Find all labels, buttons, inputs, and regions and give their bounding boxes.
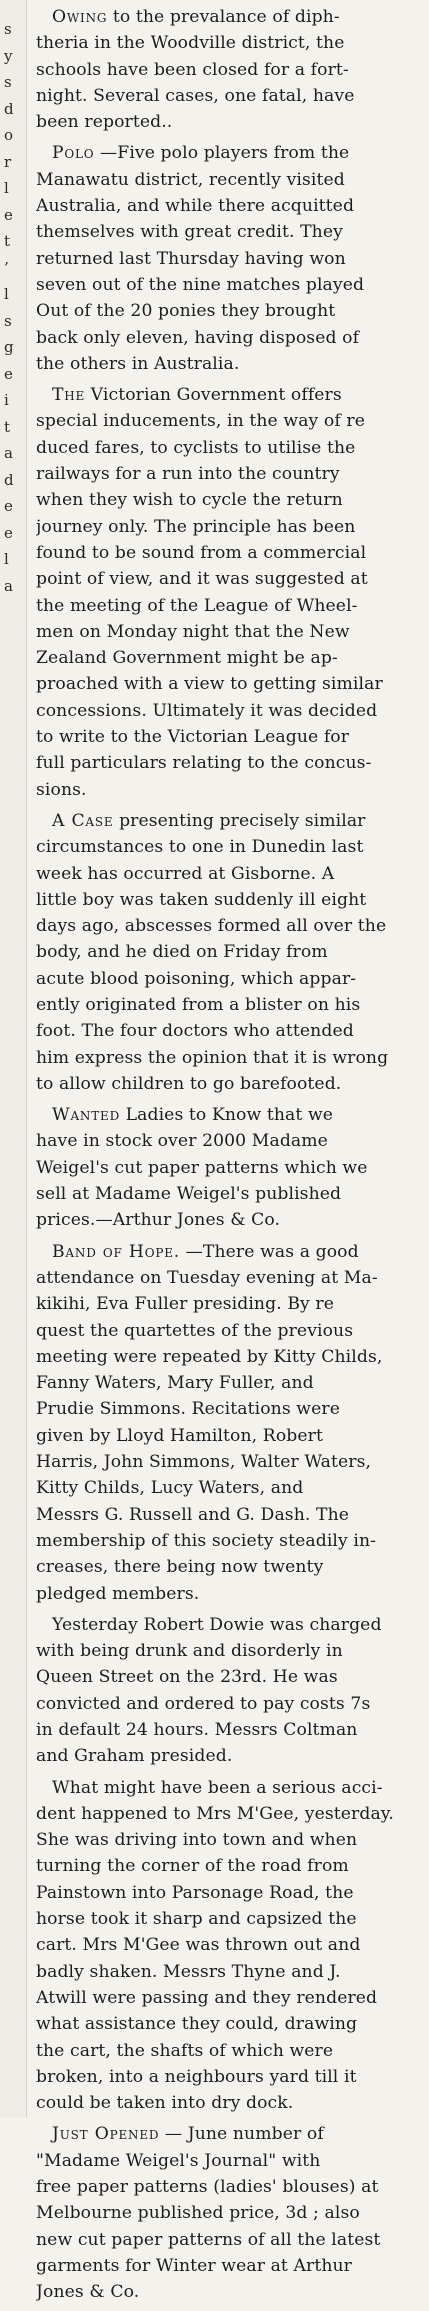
line-text: railways for a run into the country [36,464,340,485]
news-item [36,382,422,803]
text-line [36,1045,422,1071]
line-text: been reported.. [36,112,173,133]
line-text: with being drunk and disorderly in [36,1641,343,1662]
line-text: duced fares, to cyclists to utilise the [36,437,356,458]
text-line [36,1880,422,1906]
text-line [36,57,422,83]
line-text: Messrs G. Russell and G. Dash. The [36,1504,350,1525]
news-item [36,1775,422,2117]
line-text: acute blood poisoning, which appar- [36,968,357,989]
text-line [36,1370,422,1396]
text-line [36,671,422,697]
margin-fragment: y [4,46,13,65]
line-text: Kitty Childs, Lucy Waters, and [36,1478,304,1499]
text-line [36,2200,422,2226]
line-text: have in stock over 2000 Madame [36,1131,328,1152]
line-text: him express the opinion that it is wrong [36,1047,389,1068]
text-line [36,167,422,193]
line-text: the others in Australia. [36,353,240,374]
item-lead-word: Band of Hope. [52,1241,181,1262]
news-item [36,1102,422,1233]
line-text: journey only. The principle has been [36,516,356,537]
line-text: —There was a good [185,1241,359,1262]
text-line [36,1932,422,1958]
line-text: Jones & Co. [36,2282,140,2303]
text-line [36,1801,422,1827]
text-line [36,861,422,887]
line-text: to the prevalance of diph- [112,7,340,27]
text-line [36,219,422,245]
line-text: to write to the Victorian League for [36,727,350,748]
item-lead-word: Wanted [52,1105,121,1126]
line-text: night. Several cases, one fatal, have [36,85,355,106]
line-text: sions. [36,779,87,800]
line-text: Zealand Government might be ap- [36,648,338,669]
line-text: prices.—Arthur Jones & Co. [36,1210,281,1231]
text-line [36,887,422,913]
line-text: "Madame Weigel's Journal" with [36,2150,321,2171]
text-line [36,408,422,434]
margin-fragment: t [4,232,11,250]
text-line [36,246,422,272]
line-text: when they wish to cycle the return [36,490,343,511]
text-line [36,2064,422,2090]
margin-fragment: s [4,20,12,38]
margin-fragment: s [4,73,12,91]
line-text: themselves with great credit. They [36,222,343,243]
news-item [36,4,422,135]
text-line [36,1985,422,2011]
line-text: week has occurred at Gisborne. A [36,863,335,884]
text-line [36,913,422,939]
line-text: circumstances to one in Dunedin last [36,837,364,858]
line-text: cart. Mrs M'Gee was thrown out and [36,1935,361,1956]
item-lead-word: A Case [52,810,114,831]
text-line [36,1717,422,1743]
line-text: Atwill were passing and they rendered [36,1987,378,2008]
line-text: Yesterday Robert Dowie was charged [52,1614,382,1635]
text-line [36,4,422,30]
line-text: Melbourne published price, 3d ; also [36,2203,360,2224]
line-text: — June number of [164,2124,324,2145]
line-text: quest the quartettes of the previous [36,1320,354,1341]
margin-fragment: ’ [4,258,9,277]
line-text: special inducements, in the way of re [36,411,365,432]
item-lead-word: The [52,385,86,406]
line-text: days ago, abscesses formed all over the [36,916,387,937]
text-line [36,487,422,513]
line-text: convicted and ordered to pay costs 7s [36,1693,371,1714]
text-line [36,1528,422,1554]
margin-fragment: l [4,285,9,303]
margin-fragment: a [4,444,13,462]
text-line [36,2279,422,2305]
text-line [36,1291,422,1317]
item-lead-word: Owing [52,7,108,27]
line-text: attendance on Tuesday evening at Ma- [36,1267,378,1288]
line-text: —Five polo players from the [100,143,350,164]
line-text: and Graham presided. [36,1746,233,1767]
text-line [36,808,422,834]
margin-fragment: e [4,497,13,515]
text-line [36,1396,422,1422]
text-line [36,298,422,324]
line-text: back only eleven, having disposed of [36,327,360,348]
text-line [36,1691,422,1717]
line-text: Harris, John Simmons, Walter Waters, [36,1452,372,1473]
line-text: to allow children to go barefooted. [36,1073,342,1094]
line-text: creases, there being now twenty [36,1557,324,1578]
text-line [36,1827,422,1853]
news-item [36,808,422,1097]
text-line [36,966,422,992]
text-line [36,1207,422,1233]
text-line [36,834,422,860]
text-line [36,750,422,776]
text-line [36,1344,422,1370]
margin-fragment: e [4,205,13,224]
line-text: What might have been a serious acci- [52,1777,383,1798]
text-line [36,777,422,803]
line-text: point of view, and it was suggested at [36,569,368,590]
line-text: Manawatu district, recently visited [36,169,345,190]
line-text: seven out of the nine matches played [36,274,365,295]
text-line [36,1638,422,1664]
news-item [36,140,422,377]
text-line [36,724,422,750]
text-line [36,1449,422,1475]
text-line [36,1018,422,1044]
text-line [36,2121,422,2147]
text-line [36,1502,422,1528]
line-text: dent happened to Mrs M'Gee, yesterday. [36,1803,394,1824]
text-line [36,1664,422,1690]
line-text: the meeting of the League of Wheel- [36,595,358,616]
line-text: Fanny Waters, Mary Fuller, and [36,1373,314,1394]
margin-fragment: e [4,364,13,383]
text-line [36,83,422,109]
text-line [36,1906,422,1932]
adjacent-column-margin [0,0,27,2117]
text-line [36,193,422,219]
line-text: Weigel's cut paper patterns which we [36,1157,368,1178]
margin-fragment: o [4,126,14,144]
text-line [36,109,422,135]
line-text: turning the corner of the road from [36,1856,349,1877]
margin-fragment: a [4,576,13,595]
line-text: horse took it sharp and capsized the [36,1909,357,1930]
text-line [36,1265,422,1291]
line-text: schools have been closed for a fort- [36,59,349,80]
text-line [36,698,422,724]
line-text: new cut paper patterns of all the latest [36,2229,381,2250]
line-text: body, and he died on Friday from [36,942,328,963]
text-line [36,566,422,592]
margin-fragment: t [4,417,11,436]
line-text: Ladies to Know that we [125,1105,334,1126]
text-line [36,2011,422,2037]
text-line [36,1775,422,1801]
line-text: Australia, and while there acquitted [36,196,355,217]
text-line [36,1959,422,1985]
text-line [36,2227,422,2253]
margin-fragment: s [4,311,12,330]
text-line [36,939,422,965]
text-line [36,272,422,298]
line-text: membership of this society steadily in- [36,1530,377,1551]
item-lead-word: Just Opened [52,2124,160,2145]
text-line [36,30,422,56]
line-text: kikihi, Eva Fuller presiding. By re [36,1294,335,1315]
text-line [36,140,422,166]
line-text: could be taken into dry dock. [36,2093,294,2114]
line-text: badly shaken. Messrs Thyne and J. [36,1961,341,1982]
line-text: meeting were repeated by Kitty Childs, [36,1346,383,1367]
text-line [36,1239,422,1265]
text-line [36,351,422,377]
margin-fragment: i [4,391,9,409]
text-line [36,2038,422,2064]
text-line [36,619,422,645]
text-line [36,1554,422,1580]
text-line [36,514,422,540]
line-text: sell at Madame Weigel's published [36,1184,342,1205]
line-text: found to be sound from a commercial [36,542,367,563]
line-text: returned last Thursday having won [36,248,346,269]
text-line [36,1181,422,1207]
news-item [36,1239,422,1607]
text-line [36,382,422,408]
line-text: full particulars relating to the concus- [36,753,372,774]
text-line [36,435,422,461]
line-text: proached with a view to getting similar [36,674,383,695]
text-line [36,1318,422,1344]
text-line [36,1612,422,1638]
line-text: presenting precisely similar [119,810,366,831]
text-line [36,992,422,1018]
line-text: concessions. Ultimately it was decided [36,700,378,721]
text-line [36,1155,422,1181]
margin-fragment: d [4,99,14,118]
margin-fragment: e [4,523,13,542]
margin-fragment: l [4,550,9,568]
text-line [36,1581,422,1607]
text-line [36,1853,422,1879]
margin-fragment: g [4,338,14,356]
text-line [36,2148,422,2174]
line-text: the cart, the shafts of which were [36,2040,334,2061]
line-text: free paper patterns (ladies' blouses) at [36,2177,379,2198]
line-text: little boy was taken suddenly ill eight [36,889,367,910]
text-line [36,2090,422,2116]
margin-fragment: r [4,152,12,171]
text-line [36,461,422,487]
text-line [36,325,422,351]
margin-fragment: l [4,179,9,197]
line-text: theria in the Woodville district, the [36,33,345,54]
text-line [36,2174,422,2200]
line-text: foot. The four doctors who attended [36,1021,354,1042]
text-line [36,1128,422,1154]
line-text: ently originated from a blister on his [36,994,361,1015]
line-text: in default 24 hours. Messrs Coltman [36,1720,358,1740]
news-item [36,1612,422,1770]
line-text: Out of the 20 ponies they brought [36,301,336,322]
text-line [36,645,422,671]
line-text: given by Lloyd Hamilton, Robert [36,1425,323,1446]
news-column [36,4,422,2311]
text-line [36,1743,422,1769]
text-line [36,1423,422,1449]
text-line [36,593,422,619]
margin-fragment: d [4,470,14,489]
line-text: broken, into a neighbours yard till it [36,2066,357,2087]
line-text: She was driving into town and when [36,1830,358,1851]
line-text: garments for Winter wear at Arthur [36,2255,352,2276]
line-text: pledged members. [36,1583,200,1604]
text-line [36,2253,422,2279]
line-text: what assistance they could, drawing [36,2014,358,2035]
item-lead-word: Polo [52,143,95,164]
line-text: Victorian Government offers [90,385,342,406]
line-text: men on Monday night that the New [36,621,350,642]
text-line [36,1071,422,1097]
text-line [36,1475,422,1501]
text-line [36,1102,422,1128]
line-text: Queen Street on the 23rd. He was [36,1667,338,1688]
line-text: Prudie Simmons. Recitations were [36,1399,340,1420]
news-item [36,2121,422,2305]
line-text: Painstown into Parsonage Road, the [36,1882,354,1903]
text-line [36,540,422,566]
